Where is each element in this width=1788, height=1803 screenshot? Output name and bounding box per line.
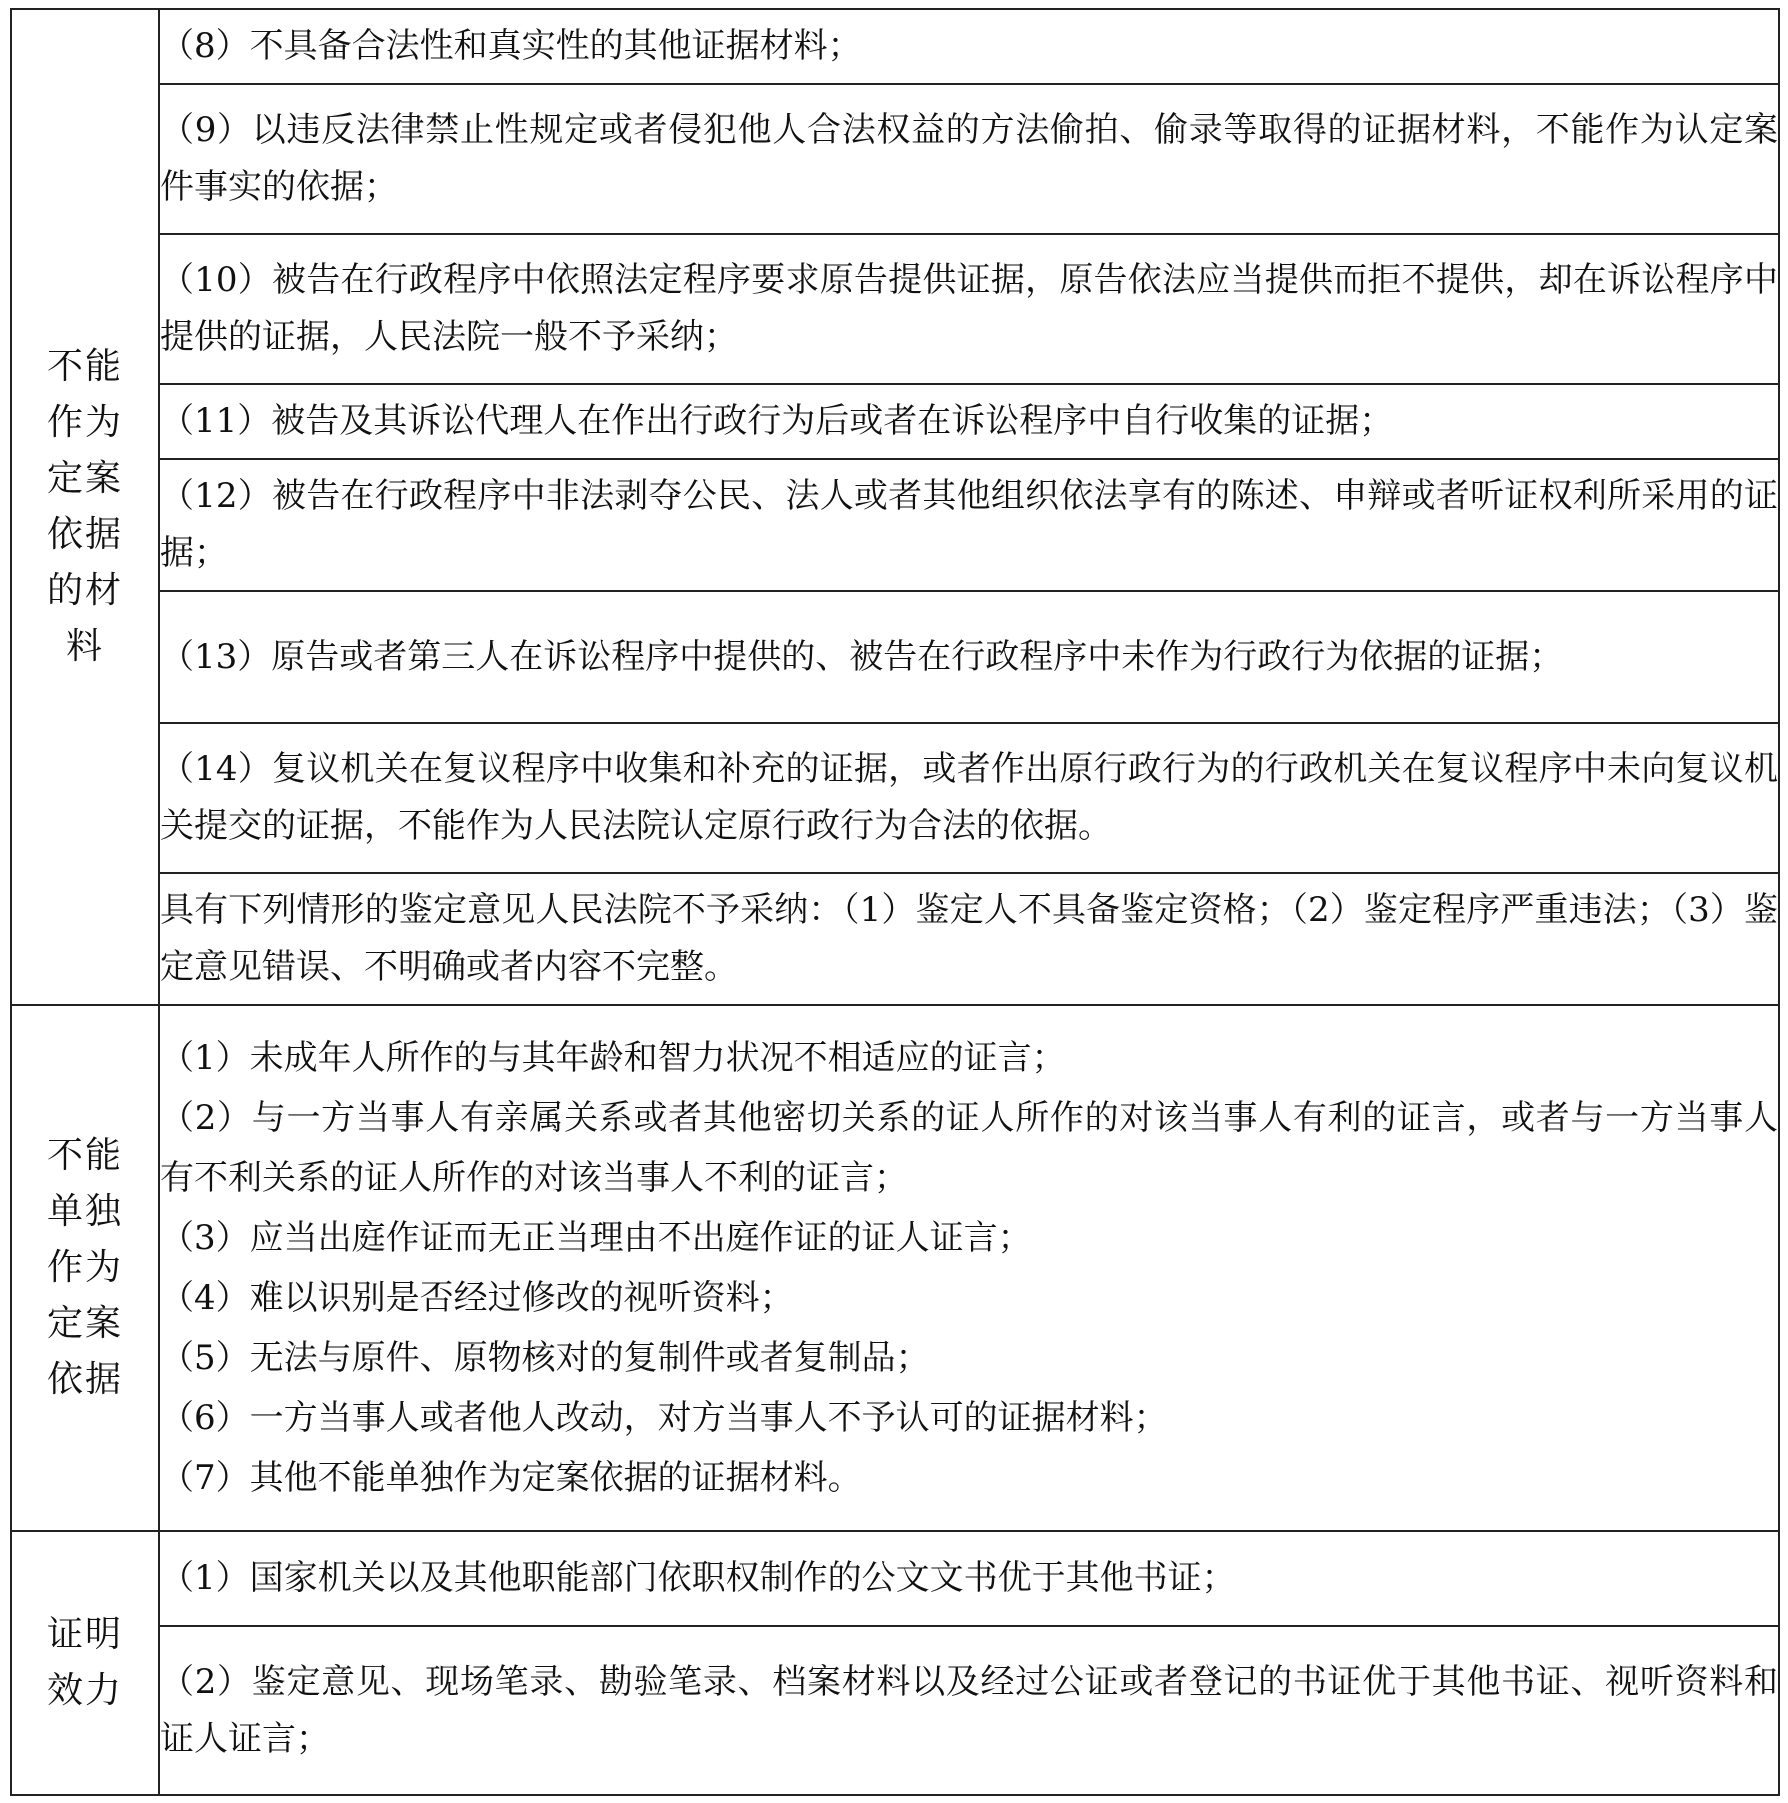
list-item: （2）与一方当事人有亲属关系或者其他密切关系的证人所作的对该当事人有利的证言，或者与一方当事人有不利关系的证人所作的对该当事人不利的证言； — [160, 1098, 1778, 1198]
list-item: （7）其他不能单独作为定案依据的证据材料。 — [160, 1458, 862, 1498]
rule-cell — [159, 591, 1779, 723]
rule-cell — [159, 9, 1779, 84]
table-row — [11, 1626, 1779, 1795]
category-label: 不能作为定案依据的材料 — [46, 346, 123, 667]
rule-text: （8）不具备合法性和真实性的其他证据材料； — [160, 26, 862, 66]
table-row — [11, 723, 1779, 873]
category-label: 证明效力 — [46, 1614, 123, 1711]
table-row — [11, 1005, 1779, 1531]
list-item: （1）未成年人所作的与其年龄和智力状况不相适应的证言； — [160, 1038, 1066, 1078]
rule-text: （9）以违反法律禁止性规定或者侵犯他人合法权益的方法偷拍、偷录等取得的证据材料，不能作为认定案件事实的依据； — [160, 110, 1778, 207]
category-label: 不能单独作为定案依据 — [46, 1135, 123, 1400]
table-row — [11, 84, 1779, 234]
table-row — [11, 459, 1779, 591]
rule-text: （12）被告在行政程序中非法剥夺公民、法人或者其他组织依法享有的陈述、申辩或者听证权利所采用的证据； — [160, 476, 1778, 573]
evidence-rules-table — [10, 8, 1780, 1796]
rule-cell — [159, 384, 1779, 459]
rule-text: （14）复议机关在复议程序中收集和补充的证据，或者作出原行政行为的行政机关在复议程序中未向复议机关提交的证据，不能作为人民法院认定原行政行为合法的依据。 — [160, 749, 1778, 846]
table-row — [11, 873, 1779, 1005]
category-cell-inadmissible — [11, 9, 159, 1005]
rule-text: （11）被告及其诉讼代理人在作出行政行为后或者在诉讼程序中自行收集的证据； — [160, 401, 1394, 441]
table-row — [11, 384, 1779, 459]
table-row — [11, 591, 1779, 723]
rule-cell — [159, 873, 1779, 1005]
table-row — [11, 9, 1779, 84]
rule-text: （1）国家机关以及其他职能部门依职权制作的公文文书优于其他书证； — [160, 1558, 1236, 1598]
table-row — [11, 234, 1779, 384]
rule-list-cell — [159, 1005, 1779, 1531]
list-item: （3）应当出庭作证而无正当理由不出庭作证的证人证言； — [160, 1218, 1032, 1258]
list-item: （4）难以识别是否经过修改的视听资料； — [160, 1278, 794, 1318]
list-item: （6）一方当事人或者他人改动，对方当事人不予认可的证据材料； — [160, 1398, 1168, 1438]
list-item: （5）无法与原件、原物核对的复制件或者复制品； — [160, 1338, 930, 1378]
category-cell-probative-force — [11, 1531, 159, 1795]
rule-cell — [159, 723, 1779, 873]
rule-cell — [159, 234, 1779, 384]
table-row — [11, 1531, 1779, 1626]
rule-text: （13）原告或者第三人在诉讼程序中提供的、被告在行政程序中未作为行政行为依据的证据； — [160, 636, 1564, 677]
rule-cell — [159, 1626, 1779, 1795]
rule-text: （10）被告在行政程序中依照法定程序要求原告提供证据，原告依法应当提供而拒不提供，却在诉讼程序中提供的证据，人民法院一般不予采纳； — [160, 260, 1778, 357]
category-cell-insufficient-alone — [11, 1005, 159, 1531]
rule-cell — [159, 1531, 1779, 1626]
rule-cell — [159, 459, 1779, 591]
rule-text: （2）鉴定意见、现场笔录、勘验笔录、档案材料以及经过公证或者登记的书证优于其他书证、视听资料和证人证言； — [160, 1661, 1778, 1759]
rule-cell — [159, 84, 1779, 234]
rule-text: 具有下列情形的鉴定意见人民法院不予采纳：（1）鉴定人不具备鉴定资格；（2）鉴定程序严重违法；（3）鉴定意见错误、不明确或者内容不完整。 — [160, 890, 1778, 987]
